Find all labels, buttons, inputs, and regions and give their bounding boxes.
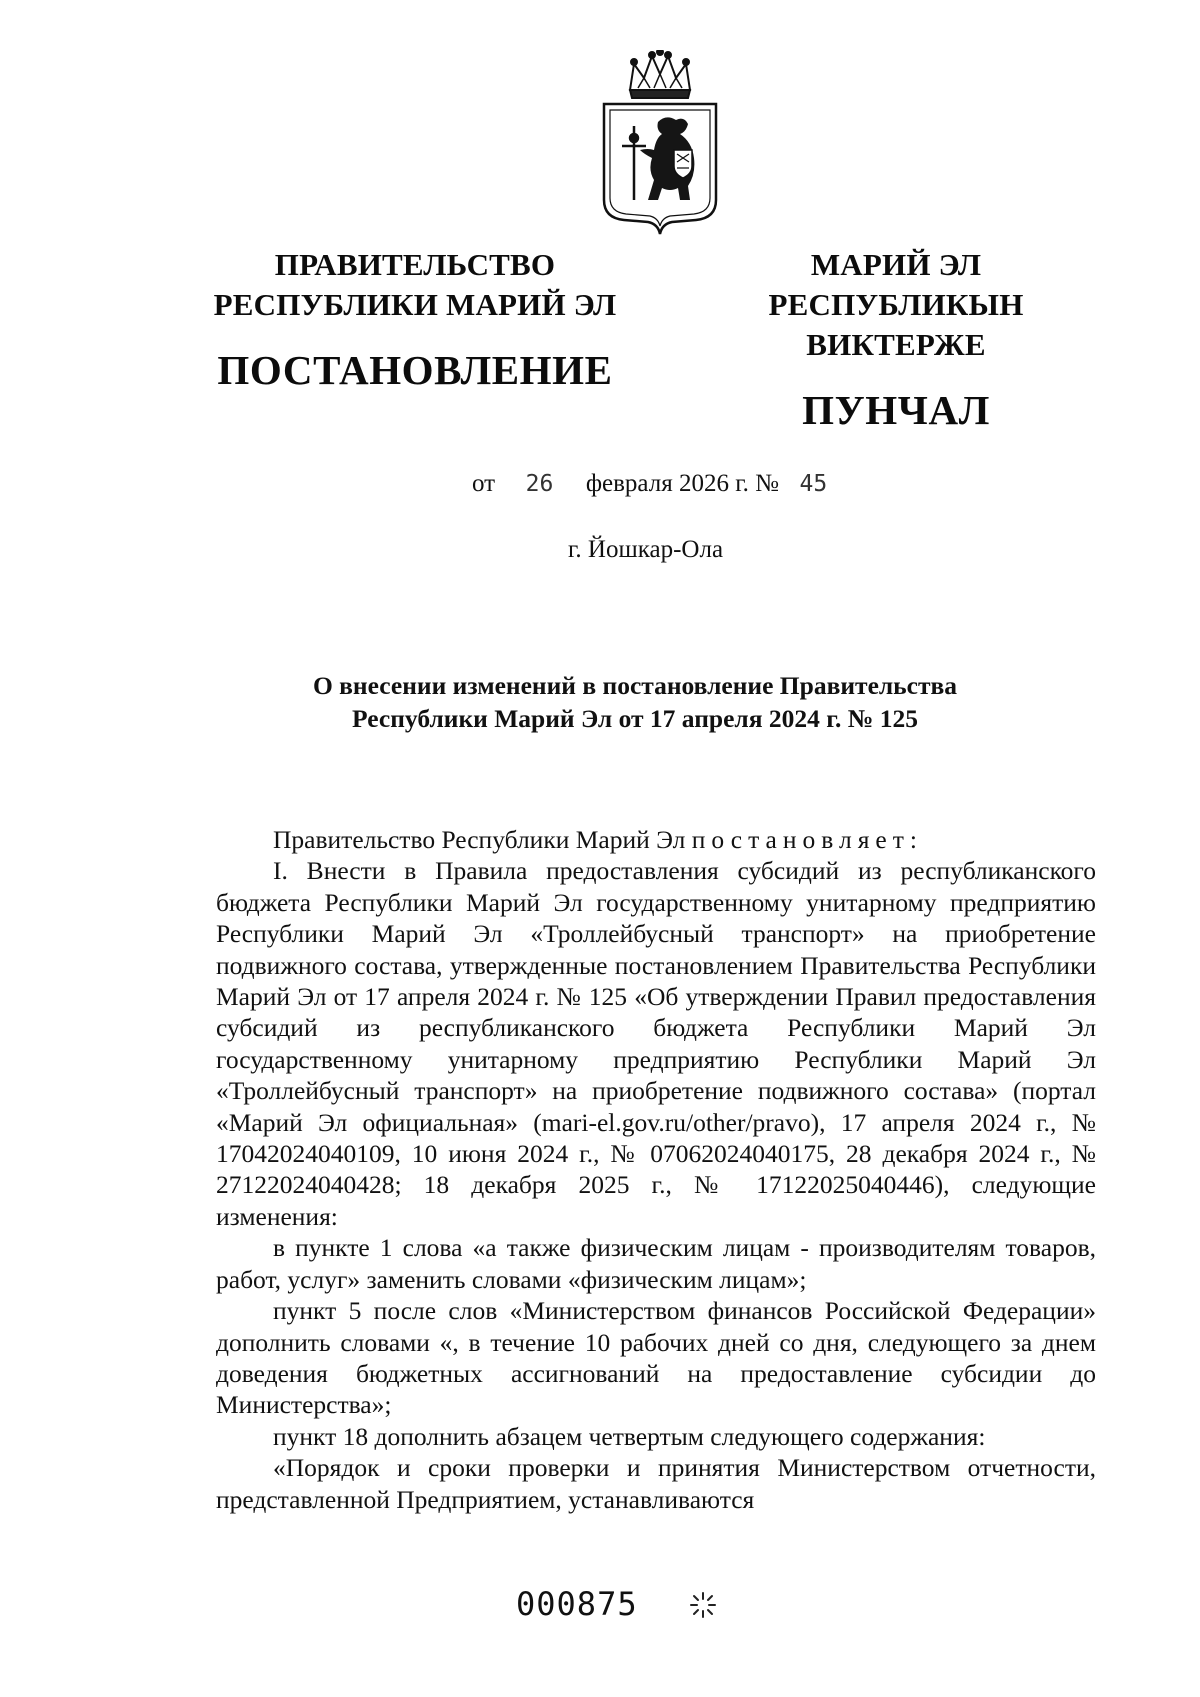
paragraph-5: «Порядок и сроки проверки и принятия Министерством отчетности, представленной Предприятием, устанавливаются: [216, 1453, 1096, 1514]
paragraph-3: пункт 5 после слов «Министерством финансов Российской Федерации» дополнить словами «, в течение 10 рабочих дней со дня, следующего за днем доведения бюджетных ассигнований на предоставление субсидии до Министерства»;: [216, 1296, 1096, 1420]
date-day: 26: [525, 471, 554, 497]
title-line1: О внесении изменений в постановление Правительства: [312, 671, 958, 700]
serial-number: 000875: [516, 1585, 638, 1623]
document-title: [240, 669, 1030, 735]
city-name: г. Йошкар-Ола: [568, 536, 724, 563]
org-name-line1: ПРАВИТЕЛЬСТВО: [274, 247, 556, 282]
document-type-mari: ПУНЧАЛ: [802, 387, 990, 433]
org-name-mari-line1: МАРИЙ ЭЛ РЕСПУБЛИКЫН: [768, 247, 1024, 322]
org-name-mari-line2: ВИКТЕРЖЕ: [806, 327, 986, 362]
coat-of-arms-emblem: [600, 50, 720, 235]
title-line2: Республики Марий Эл от 17 апреля 2024 г. № 125: [352, 704, 918, 733]
org-name-line2: РЕСПУБЛИКИ МАРИЙ ЭЛ: [213, 287, 617, 322]
paragraph-1: I. Внести в Правила предоставления субсидий из республиканского бюджета Республики Марий Эл государственному унитарному предприятию Республики Марий Эл «Троллейбусный транспорт» на приобретение подвижного состава, утвержденные постановлением Правительства Республики Марий Эл от 17 апреля 2024 г. № 125 «Об утверждении Правил предоставления субсидий из республиканского бюджета Республики Марий Эл государственному унитарному предприятию Республики Марий Эл «Троллейбусный транспорт» на приобретение подвижного состава» (портал «Марий Эл официальная» (mari-el.gov.ru/other/pravo), 17 апреля 2024 г., № 17042024040109, 10 июня 2024 г., № 07062024040175, 28 декабря 2024 г., № 27122024040428; 18 декабря 2025 г., № 17122025040446), следующие изменения:: [216, 856, 1096, 1231]
paragraph-2: в пункте 1 слова «а также физическим лицам - производителям товаров, работ, услуг» заменить словами «физическим лицам»;: [216, 1233, 1096, 1294]
document-type: ПОСТАНОВЛЕНИЕ: [217, 347, 613, 393]
asterisk-ornament-icon: [688, 1590, 718, 1620]
paragraph-4: пункт 18 дополнить абзацем четвертым следующего содержания:: [273, 1421, 986, 1451]
intro-verb: постановляет:: [691, 825, 923, 854]
header-right: [680, 245, 1112, 436]
intro-paragraph: [216, 824, 1096, 855]
document-number: 45: [799, 471, 828, 497]
header-left: [196, 245, 634, 396]
intro-text: Правительство Республики Марий Эл: [273, 825, 686, 854]
date-prefix: от: [472, 470, 496, 497]
date-month-year: февраля 2026 г. №: [585, 470, 779, 497]
document-body: [216, 824, 1096, 1515]
date-line: [472, 470, 827, 498]
